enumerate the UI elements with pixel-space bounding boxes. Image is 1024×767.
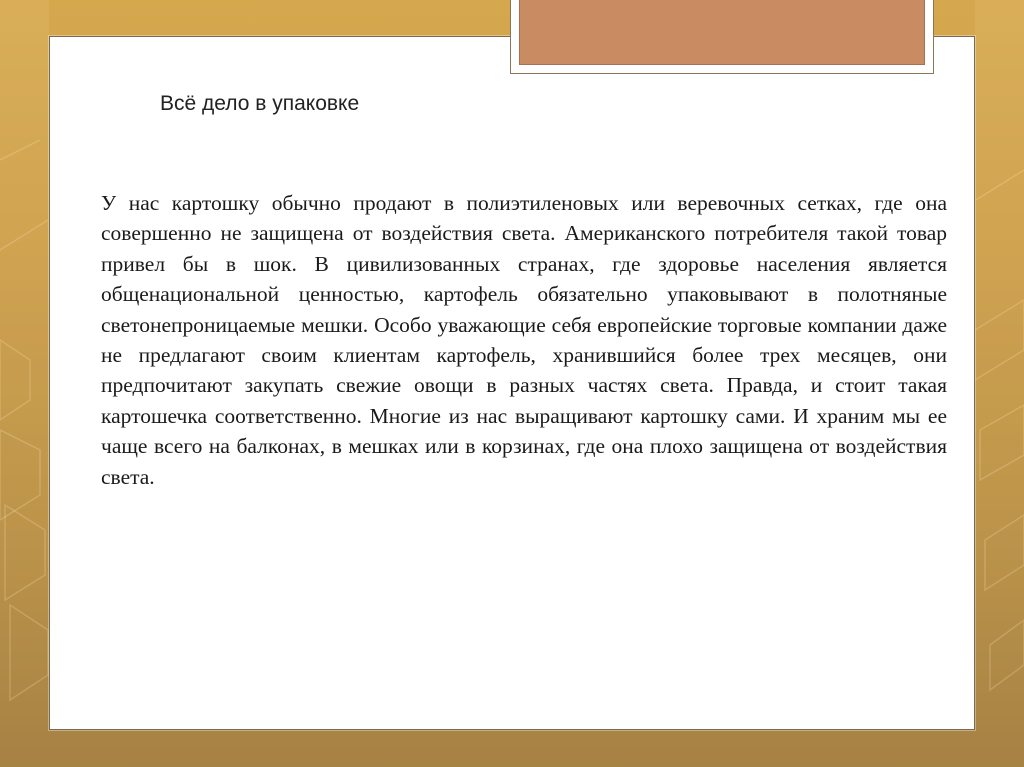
slide-body-text: У нас картошку обычно продают в полиэтиленовых или веревочных сетках, где она совершенно не защищена от воздействия света. Американского потребителя такой товар привел бы в шок. В цивилизованных странах, где здоровье населения является общенациональной ценностью, картофель обязательно упаковывают в полотняные светонепроницаемые мешки. Особо уважающие себя европейские торговые компании даже не предлагают своим клиентам картофель, хранившийся более трех месяцев, они предпочитают закупать свежие овощи в разных частях света. Правда, и стоит такая картошечка соответственно. Многие из нас выращивают картошку сами. И храним мы ее чаще всего на балконах, в мешках или в корзинах, где она плохо защищена от воздействия света. xyxy=(101,191,947,489)
slide-heading: Всё дело в упаковке xyxy=(160,92,360,115)
title-tab-frame xyxy=(510,0,934,74)
title-tab-fill xyxy=(519,0,925,65)
